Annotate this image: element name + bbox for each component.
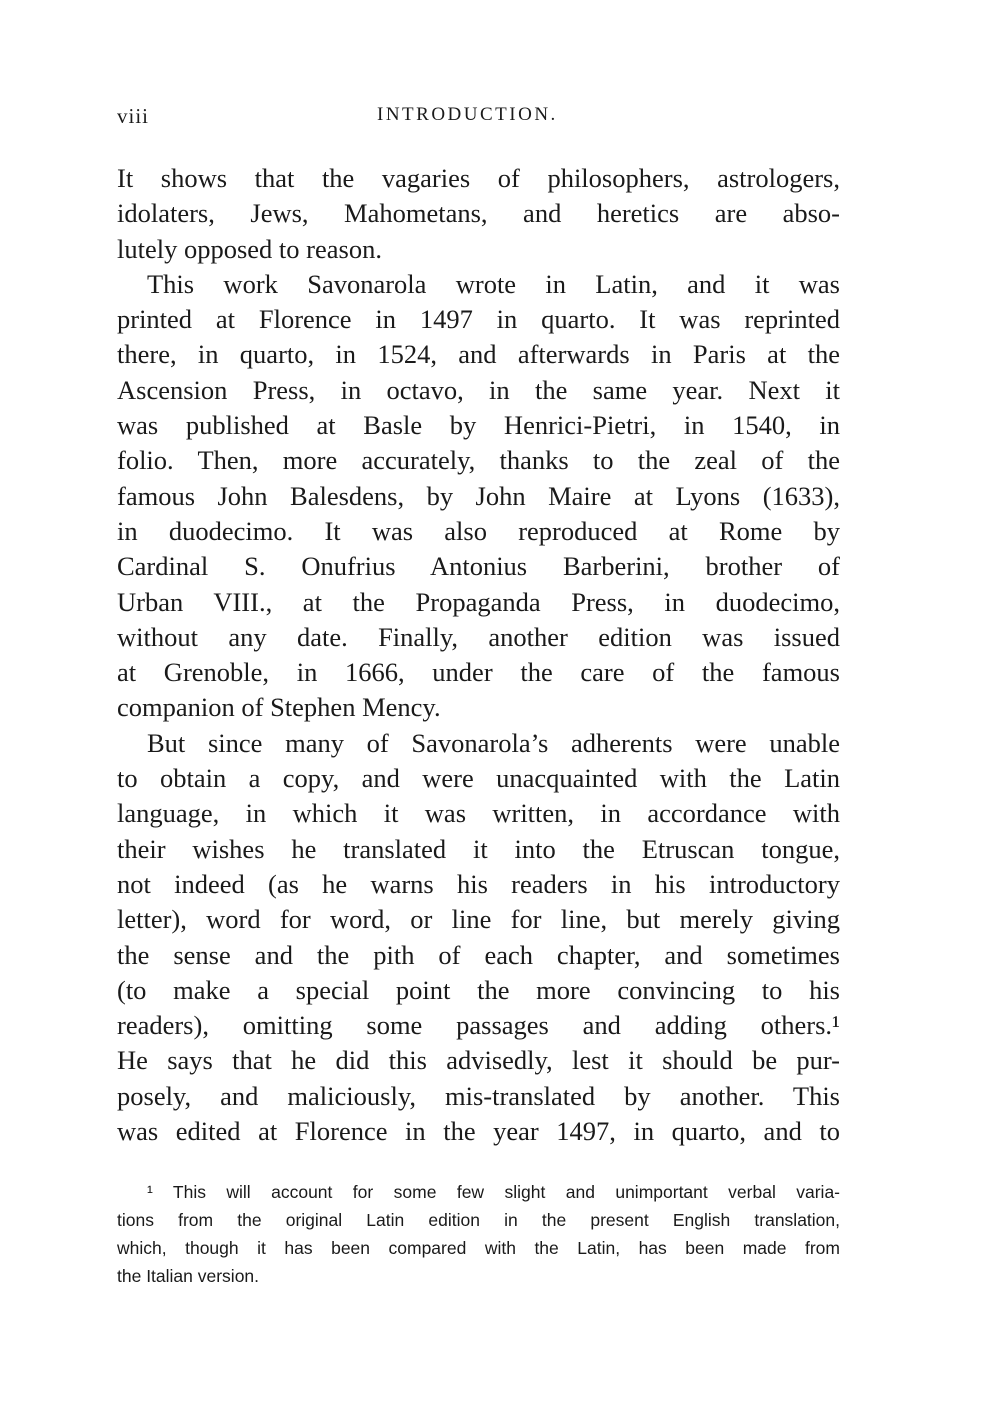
text-line: Urban VIII., at the Propaganda Press, in duodecimo,: [117, 586, 840, 617]
text-line: folio. Then, more accurately, thanks to the zeal of the: [117, 445, 840, 476]
text-line: without any date. Finally, another edition was issued: [117, 621, 840, 652]
page-number: viii: [117, 104, 150, 128]
footnote-line: the Italian version.: [117, 1266, 260, 1286]
text-line: was published at Basle by Henrici-Pietri, in 1540, in: [117, 410, 840, 441]
text-line: (to make a special point the more convincing to his: [117, 974, 840, 1005]
text-line: Ascension Press, in octavo, in the same year. Next it: [117, 374, 840, 405]
text-line: Cardinal S. Onufrius Antonius Barberini, brother of: [117, 551, 840, 582]
text-line: idolaters, Jews, Mahometans, and heretics are abso-: [117, 198, 840, 229]
text-line: language, in which it was written, in accordance with: [117, 798, 840, 829]
footnote-line: which, though it has been compared with the Latin, has been made from: [117, 1238, 840, 1258]
text-line: lutely opposed to reason.: [117, 233, 382, 264]
footnote-line: ¹ This will account for some few slight and unimportant verbal varia-: [147, 1182, 840, 1202]
running-head: INTRODUCTION.: [377, 104, 558, 125]
text-line: printed at Florence in 1497 in quarto. It was reprinted: [117, 304, 840, 335]
text-line: there, in quarto, in 1524, and afterwards in Paris at the: [117, 339, 840, 370]
text-line: But since many of Savonarola’s adherents were unable: [147, 727, 840, 758]
text-line: was edited at Florence in the year 1497, in quarto, and to: [117, 1116, 840, 1147]
page-header: [117, 104, 840, 140]
text-line: readers), omitting some passages and adding others.¹: [117, 1010, 840, 1041]
text-line: This work Savonarola wrote in Latin, and it was: [147, 268, 840, 299]
text-line: companion of Stephen Mency.: [117, 692, 441, 723]
text-line: their wishes he translated it into the Etruscan tongue,: [117, 833, 840, 864]
text-line: the sense and the pith of each chapter, and sometimes: [117, 939, 840, 970]
footnote: [117, 1178, 840, 1290]
text-line: posely, and maliciously, mis-translated by another. This: [117, 1080, 840, 1111]
text-line: not indeed (as he warns his readers in his introductory: [117, 868, 840, 899]
text-line: at Grenoble, in 1666, under the care of the famous: [117, 657, 840, 688]
text-line: It shows that the vagaries of philosophers, astrologers,: [117, 163, 840, 193]
text-line: letter), word for word, or line for line, but merely giving: [117, 904, 840, 935]
text-line: in duodecimo. It was also reproduced at Rome by: [117, 515, 840, 546]
text-line: He says that he did this advisedly, lest it should be pur-: [117, 1045, 840, 1076]
footnote-line: tions from the original Latin edition in the present English translation,: [117, 1210, 840, 1230]
body-text: [117, 161, 840, 1149]
text-line: to obtain a copy, and were unacquainted with the Latin: [117, 763, 840, 794]
text-line: famous John Balesdens, by John Maire at Lyons (1633),: [117, 480, 840, 511]
